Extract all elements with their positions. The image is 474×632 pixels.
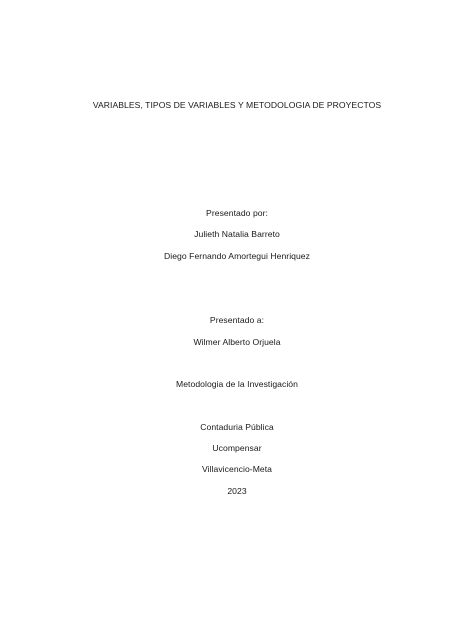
program-name: Contaduria Pública [200,422,274,432]
presented-to-label: Presentado a: [209,315,265,325]
year: 2023 [227,486,247,496]
author-name: Julieth Natalia Barreto [194,229,280,239]
course-name: Metodologia de la Investigación [176,379,298,389]
author-name: Diego Fernando Amortegui Henriquez [164,251,310,261]
university-name: Ucompensar [212,443,262,453]
presented-by-label: Presentado por: [206,208,268,218]
document-title: VARIABLES, TIPOS DE VARIABLES Y METODOLOGIA DE PROYECTOS [92,100,382,110]
teacher-name: Wilmer Alberto Orjuela [193,337,281,347]
city-name: Villavicencio-Meta [202,464,272,474]
